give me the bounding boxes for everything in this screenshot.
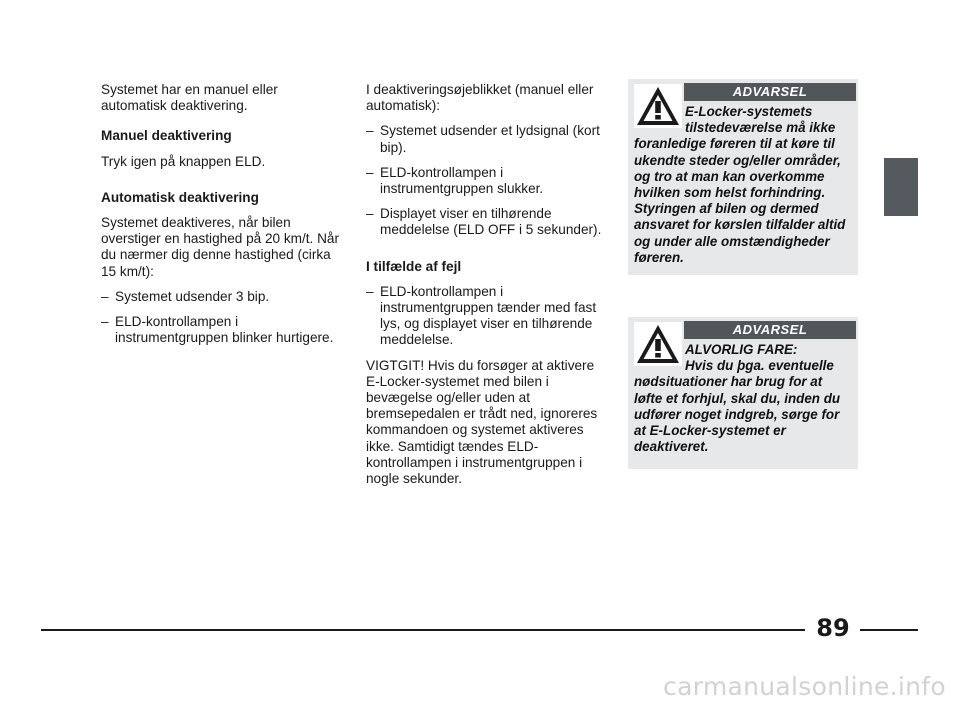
left-column (101, 82, 341, 346)
dash-bullet: – (366, 206, 374, 222)
warning-label: ADVARSEL (684, 83, 856, 101)
warning-label: ADVARSEL (684, 321, 856, 339)
section-tab-marker (884, 158, 918, 216)
watermark: carmanualsonline.info (663, 672, 946, 701)
manual-deactivation-text: Tryk igen på knappen ELD. (101, 153, 266, 169)
list-item-text: ELD-kontrollampen i instrumentgruppen slukker. (380, 164, 544, 197)
list-item (366, 165, 606, 197)
intro-paragraph: Systemet har en manuel eller automatisk deaktivering. (101, 82, 278, 114)
dash-bullet: – (366, 164, 374, 180)
warning-box-elocker (628, 79, 858, 275)
warning-title: ALVORLIG FARE: (685, 342, 798, 357)
warning-text-full: nødsituationer har brug for at løfte et forhjul, skal du, inden du udfører noget indgreb, sørge for at E-Locker-systemet er deaktiveret. (634, 374, 841, 455)
warning-text-indented: E-Locker-systemets tilstedeværelse må ikke (685, 104, 836, 136)
auto-deactivation-text: Systemet deaktiveres, når bilen overstiger en hastighed på 20 km/t. Når du nærmer dig denne hastighed (cirka 15 km/t): (101, 215, 340, 279)
warning-text (634, 342, 854, 455)
list-item-text: ELD-kontrollampen i instrumentgruppen tænder med fast lys, og displayet viser en tilhørende meddelelse. (380, 283, 597, 348)
list-item-text: Systemet udsender et lydsignal (kort bip). (380, 123, 600, 155)
middle-column (366, 82, 606, 487)
list-item-text: ELD-kontrollampen i instrumentgruppen blinker hurtigere. (115, 314, 334, 346)
dash-bullet: – (366, 283, 374, 299)
footer-rule (41, 629, 805, 631)
important-note: VIGTGIT! Hvis du forsøger at aktivere E-Locker-systemet med bilen i bevægelse og/eller uden at bremsepedalen er trådt ned, ignoreres kommandoen og systemet aktiveres ikke. Samtidigt tændes ELD-kontrollampen i instrumentgruppen i nogle sekunder. (366, 357, 598, 487)
warning-text (634, 104, 854, 266)
list-item (366, 206, 606, 238)
manual-deactivation-heading: Manuel deaktivering (101, 128, 232, 144)
list-item (101, 314, 341, 346)
warning-text-indented: Hvis du þga. eventuelle (685, 358, 834, 374)
page-number: 89 (816, 614, 850, 642)
list-item-text: Systemet udsender 3 bip. (115, 288, 270, 304)
deactivation-moment-intro: I deaktiveringsøjeblikket (manuel eller automatisk): (366, 82, 594, 114)
dash-bullet: – (366, 123, 374, 139)
list-item (366, 284, 606, 349)
auto-deactivation-heading: Automatisk deaktivering (101, 189, 259, 205)
footer-rule (860, 629, 918, 631)
warning-box-serious-danger (628, 317, 858, 469)
list-item (101, 289, 341, 305)
warning-text-full: foranledige føreren til at køre til ukendte steder og/eller områder, og tro at man kan overkomme hvilken som helst forhindring. Styringen af bilen og dermed ansvaret for kørslen tilfalder altid og under alle omstændigheder føreren. (634, 136, 846, 265)
list-item-text: Displayet viser en tilhørende meddelelse (ELD OFF i 5 sekunder). (380, 206, 602, 238)
dash-bullet: – (101, 288, 109, 304)
fault-heading: I tilfælde af fejl (366, 258, 462, 274)
dash-bullet: – (101, 314, 109, 330)
list-item (366, 123, 606, 155)
